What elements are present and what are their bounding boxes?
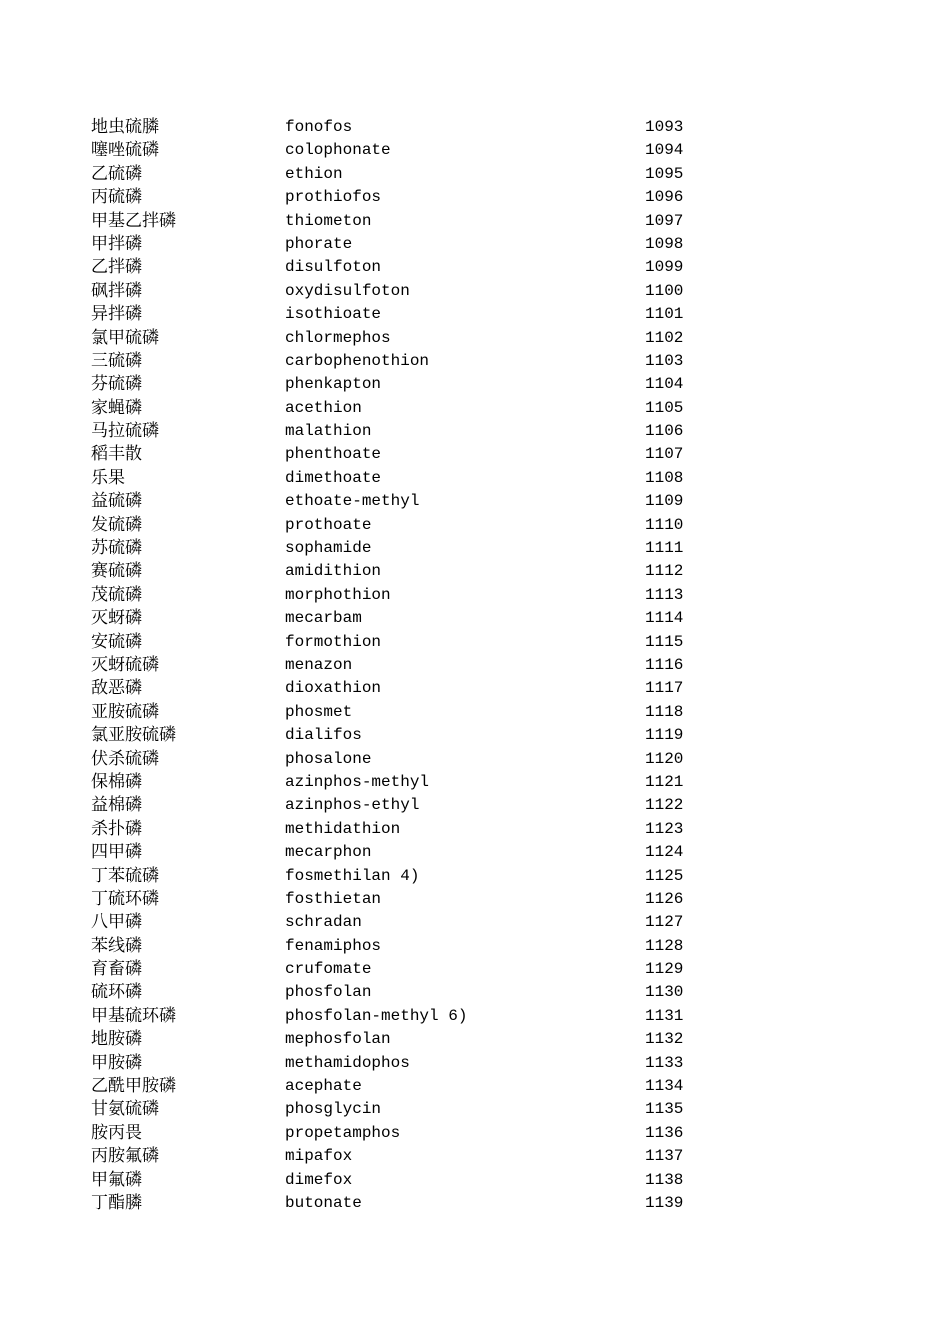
table-row bbox=[0, 467, 950, 490]
code-number-cell: 1125 bbox=[645, 866, 684, 885]
english-name-cell: formothion bbox=[285, 632, 382, 651]
code-number-cell: 1118 bbox=[645, 702, 684, 721]
english-name-cell: menazon bbox=[285, 655, 353, 674]
english-name-cell: mecarbam bbox=[285, 609, 362, 628]
code-number-cell: 1133 bbox=[645, 1053, 684, 1072]
chinese-name-cell: 丙硫磷 bbox=[91, 187, 142, 208]
code-number-cell: 1137 bbox=[645, 1147, 684, 1166]
code-number-cell: 1096 bbox=[645, 188, 684, 207]
english-name-cell: amidithion bbox=[285, 562, 382, 581]
english-name-cell: fosmethilan 4) bbox=[285, 866, 420, 885]
chinese-name-cell: 甲基硫环磷 bbox=[91, 1005, 176, 1026]
code-number-cell: 1114 bbox=[645, 609, 684, 628]
english-name-cell: phorate bbox=[285, 234, 353, 253]
chinese-name-cell: 乙拌磷 bbox=[91, 257, 142, 278]
table-row bbox=[0, 1052, 950, 1075]
table-row bbox=[0, 116, 950, 139]
table-row bbox=[0, 1005, 950, 1028]
table-row bbox=[0, 186, 950, 209]
english-name-cell: fonofos bbox=[285, 118, 353, 136]
chinese-name-cell: 异拌磷 bbox=[91, 304, 142, 325]
chinese-name-cell: 育畜磷 bbox=[91, 959, 142, 980]
table-row bbox=[0, 935, 950, 958]
code-number-cell: 1131 bbox=[645, 1006, 684, 1025]
table-row bbox=[0, 514, 950, 537]
code-number-cell: 1139 bbox=[645, 1193, 684, 1212]
english-name-cell: methidathion bbox=[285, 819, 401, 838]
chinese-name-cell: 马拉硫磷 bbox=[91, 421, 159, 442]
chinese-name-cell: 乙硫磷 bbox=[91, 163, 142, 184]
table-row bbox=[0, 537, 950, 560]
table-row bbox=[0, 911, 950, 934]
code-number-cell: 1101 bbox=[645, 305, 684, 324]
table-row bbox=[0, 584, 950, 607]
english-name-cell: fenamiphos bbox=[285, 936, 382, 955]
english-name-cell: phosfolan bbox=[285, 983, 372, 1002]
table-row bbox=[0, 139, 950, 162]
chinese-name-cell: 丁酯膦 bbox=[91, 1192, 142, 1213]
chinese-name-cell: 保棉磷 bbox=[91, 771, 142, 792]
english-name-cell: dialifos bbox=[285, 726, 362, 745]
english-name-cell: phosfolan-methyl 6) bbox=[285, 1006, 468, 1025]
chinese-name-cell: 甲胺磷 bbox=[91, 1052, 142, 1073]
english-name-cell: ethoate-methyl bbox=[285, 492, 420, 511]
english-name-cell: phosmet bbox=[285, 702, 353, 721]
code-number-cell: 1094 bbox=[645, 141, 684, 160]
chinese-name-cell: 苏硫磷 bbox=[91, 538, 142, 559]
english-name-cell: malathion bbox=[285, 422, 372, 441]
english-name-cell: phenkapton bbox=[285, 375, 382, 394]
table-row bbox=[0, 303, 950, 326]
code-number-cell: 1098 bbox=[645, 234, 684, 253]
table-row bbox=[0, 724, 950, 747]
code-number-cell: 1097 bbox=[645, 211, 684, 230]
code-number-cell: 1102 bbox=[645, 328, 684, 347]
code-number-cell: 1130 bbox=[645, 983, 684, 1002]
english-name-cell: morphothion bbox=[285, 585, 391, 604]
chinese-name-cell: 乐果 bbox=[91, 467, 125, 488]
code-number-cell: 1095 bbox=[645, 164, 684, 183]
table-row bbox=[0, 748, 950, 771]
english-name-cell: carbophenothion bbox=[285, 351, 430, 370]
english-name-cell: fosthietan bbox=[285, 889, 382, 908]
english-name-cell: crufomate bbox=[285, 960, 372, 979]
english-name-cell: dimethoate bbox=[285, 468, 382, 487]
chinese-name-cell: 乙酰甲胺磷 bbox=[91, 1076, 176, 1097]
code-number-cell: 1106 bbox=[645, 422, 684, 441]
table-row bbox=[0, 888, 950, 911]
table-row bbox=[0, 1145, 950, 1168]
english-name-cell: phosglycin bbox=[285, 1100, 382, 1119]
english-name-cell: oxydisulfoton bbox=[285, 281, 410, 300]
code-number-cell: 1123 bbox=[645, 819, 684, 838]
table-row bbox=[0, 350, 950, 373]
english-name-cell: disulfoton bbox=[285, 258, 382, 277]
table-row bbox=[0, 677, 950, 700]
table-row bbox=[0, 654, 950, 677]
chinese-name-cell: 苯线磷 bbox=[91, 935, 142, 956]
code-number-cell: 1122 bbox=[645, 796, 684, 815]
table-row bbox=[0, 490, 950, 513]
table-row bbox=[0, 794, 950, 817]
table-row bbox=[0, 327, 950, 350]
chinese-name-cell: 甲拌磷 bbox=[91, 233, 142, 254]
code-number-cell: 1128 bbox=[645, 936, 684, 955]
code-number-cell: 1104 bbox=[645, 375, 684, 394]
english-name-cell: methamidophos bbox=[285, 1053, 410, 1072]
table-row bbox=[0, 373, 950, 396]
code-number-cell: 1124 bbox=[645, 843, 684, 862]
english-name-cell: isothioate bbox=[285, 305, 382, 324]
code-number-cell: 1113 bbox=[645, 585, 684, 604]
chinese-name-cell: 丁硫环磷 bbox=[91, 888, 159, 909]
chinese-name-cell: 亚胺硫磷 bbox=[91, 701, 159, 722]
code-number-cell: 1116 bbox=[645, 655, 684, 674]
table-row bbox=[0, 1122, 950, 1145]
english-name-cell: dimefox bbox=[285, 1170, 353, 1189]
chinese-name-cell: 丁苯硫磷 bbox=[91, 865, 159, 886]
english-name-cell: dioxathion bbox=[285, 679, 382, 698]
code-number-cell: 1117 bbox=[645, 679, 684, 698]
table-row bbox=[0, 1098, 950, 1121]
chinese-name-cell: 敌恶磷 bbox=[91, 678, 142, 699]
english-name-cell: thiometon bbox=[285, 211, 372, 230]
chinese-name-cell: 杀扑磷 bbox=[91, 818, 142, 839]
table-row bbox=[0, 163, 950, 186]
code-number-cell: 1099 bbox=[645, 258, 684, 277]
table-row bbox=[0, 1075, 950, 1098]
code-number-cell: 1108 bbox=[645, 468, 684, 487]
chinese-name-cell: 地胺磷 bbox=[91, 1029, 142, 1050]
table-row bbox=[0, 256, 950, 279]
code-number-cell: 1100 bbox=[645, 281, 684, 300]
chinese-name-cell: 安硫磷 bbox=[91, 631, 142, 652]
code-number-cell: 1115 bbox=[645, 632, 684, 651]
english-name-cell: phosalone bbox=[285, 749, 372, 768]
table-row bbox=[0, 841, 950, 864]
code-number-cell: 1112 bbox=[645, 562, 684, 581]
chinese-name-cell: 伏杀硫磷 bbox=[91, 748, 159, 769]
chinese-name-cell: 氯甲硫磷 bbox=[91, 327, 159, 348]
table-row bbox=[0, 1028, 950, 1051]
chinese-name-cell: 甲基乙拌磷 bbox=[91, 210, 176, 231]
chinese-name-cell: 甘氨硫磷 bbox=[91, 1099, 159, 1120]
table-row bbox=[0, 1169, 950, 1192]
english-name-cell: butonate bbox=[285, 1193, 362, 1212]
chinese-name-cell: 硫环磷 bbox=[91, 982, 142, 1003]
table-row bbox=[0, 233, 950, 256]
table-row bbox=[0, 701, 950, 724]
table-row bbox=[0, 958, 950, 981]
code-number-cell: 1136 bbox=[645, 1123, 684, 1142]
chinese-name-cell: 发硫磷 bbox=[91, 514, 142, 535]
table-row bbox=[0, 865, 950, 888]
english-name-cell: ethion bbox=[285, 164, 343, 183]
chinese-name-cell: 芬硫磷 bbox=[91, 374, 142, 395]
code-number-cell: 1134 bbox=[645, 1077, 684, 1096]
code-number-cell: 1105 bbox=[645, 398, 684, 417]
code-number-cell: 1120 bbox=[645, 749, 684, 768]
table-row bbox=[0, 560, 950, 583]
chinese-name-cell: 三硫磷 bbox=[91, 350, 142, 371]
code-number-cell: 1111 bbox=[645, 539, 684, 558]
english-name-cell: prothiofos bbox=[285, 188, 382, 207]
english-name-cell: schradan bbox=[285, 913, 362, 932]
code-number-cell: 1129 bbox=[645, 960, 684, 979]
chinese-name-cell: 灭蚜磷 bbox=[91, 608, 142, 629]
chinese-name-cell: 茂硫磷 bbox=[91, 584, 142, 605]
chinese-name-cell: 氯亚胺硫磷 bbox=[91, 725, 176, 746]
chinese-name-cell: 灭蚜硫磷 bbox=[91, 654, 159, 675]
english-name-cell: azinphos-methyl bbox=[285, 772, 430, 791]
code-number-cell: 1127 bbox=[645, 913, 684, 932]
table-row bbox=[0, 397, 950, 420]
table-row bbox=[0, 818, 950, 841]
code-number-cell: 1109 bbox=[645, 492, 684, 511]
english-name-cell: phenthoate bbox=[285, 445, 382, 464]
chinese-name-cell: 稻丰散 bbox=[91, 444, 142, 465]
chinese-name-cell: 四甲磷 bbox=[91, 842, 142, 863]
chinese-name-cell: 丙胺氟磷 bbox=[91, 1146, 159, 1167]
english-name-cell: mipafox bbox=[285, 1147, 353, 1166]
chinese-name-cell: 砜拌磷 bbox=[91, 280, 142, 301]
code-number-cell: 1119 bbox=[645, 726, 684, 745]
chinese-name-cell: 胺丙畏 bbox=[91, 1122, 142, 1143]
table-row bbox=[0, 631, 950, 654]
chinese-name-cell: 益棉磷 bbox=[91, 795, 142, 816]
english-name-cell: chlormephos bbox=[285, 328, 391, 347]
chinese-name-cell: 地虫硫膦 bbox=[91, 117, 159, 137]
code-number-cell: 1121 bbox=[645, 772, 684, 791]
english-name-cell: acephate bbox=[285, 1077, 362, 1096]
code-number-cell: 1126 bbox=[645, 889, 684, 908]
code-number-cell: 1107 bbox=[645, 445, 684, 464]
chinese-name-cell: 八甲磷 bbox=[91, 912, 142, 933]
english-name-cell: mephosfolan bbox=[285, 1030, 391, 1049]
table-row bbox=[0, 443, 950, 466]
table-row bbox=[0, 1192, 950, 1215]
english-name-cell: azinphos-ethyl bbox=[285, 796, 420, 815]
code-number-cell: 1138 bbox=[645, 1170, 684, 1189]
english-name-cell: acethion bbox=[285, 398, 362, 417]
table-row bbox=[0, 420, 950, 443]
chinese-name-cell: 家蝇磷 bbox=[91, 397, 142, 418]
english-name-cell: sophamide bbox=[285, 539, 372, 558]
chinese-name-cell: 赛硫磷 bbox=[91, 561, 142, 582]
table-row bbox=[0, 280, 950, 303]
code-number-cell: 1110 bbox=[645, 515, 684, 534]
chinese-name-cell: 益硫磷 bbox=[91, 491, 142, 512]
table-row bbox=[0, 210, 950, 233]
chinese-name-cell: 甲氟磷 bbox=[91, 1169, 142, 1190]
code-number-cell: 1093 bbox=[645, 118, 684, 136]
code-number-cell: 1135 bbox=[645, 1100, 684, 1119]
table-row bbox=[0, 771, 950, 794]
pesticide-name-table bbox=[0, 116, 950, 1215]
table-row bbox=[0, 607, 950, 630]
english-name-cell: propetamphos bbox=[285, 1123, 401, 1142]
code-number-cell: 1132 bbox=[645, 1030, 684, 1049]
chinese-name-cell: 噻唑硫磷 bbox=[91, 140, 159, 161]
table-row bbox=[0, 981, 950, 1004]
english-name-cell: mecarphon bbox=[285, 843, 372, 862]
code-number-cell: 1103 bbox=[645, 351, 684, 370]
english-name-cell: prothoate bbox=[285, 515, 372, 534]
english-name-cell: colophonate bbox=[285, 141, 391, 160]
